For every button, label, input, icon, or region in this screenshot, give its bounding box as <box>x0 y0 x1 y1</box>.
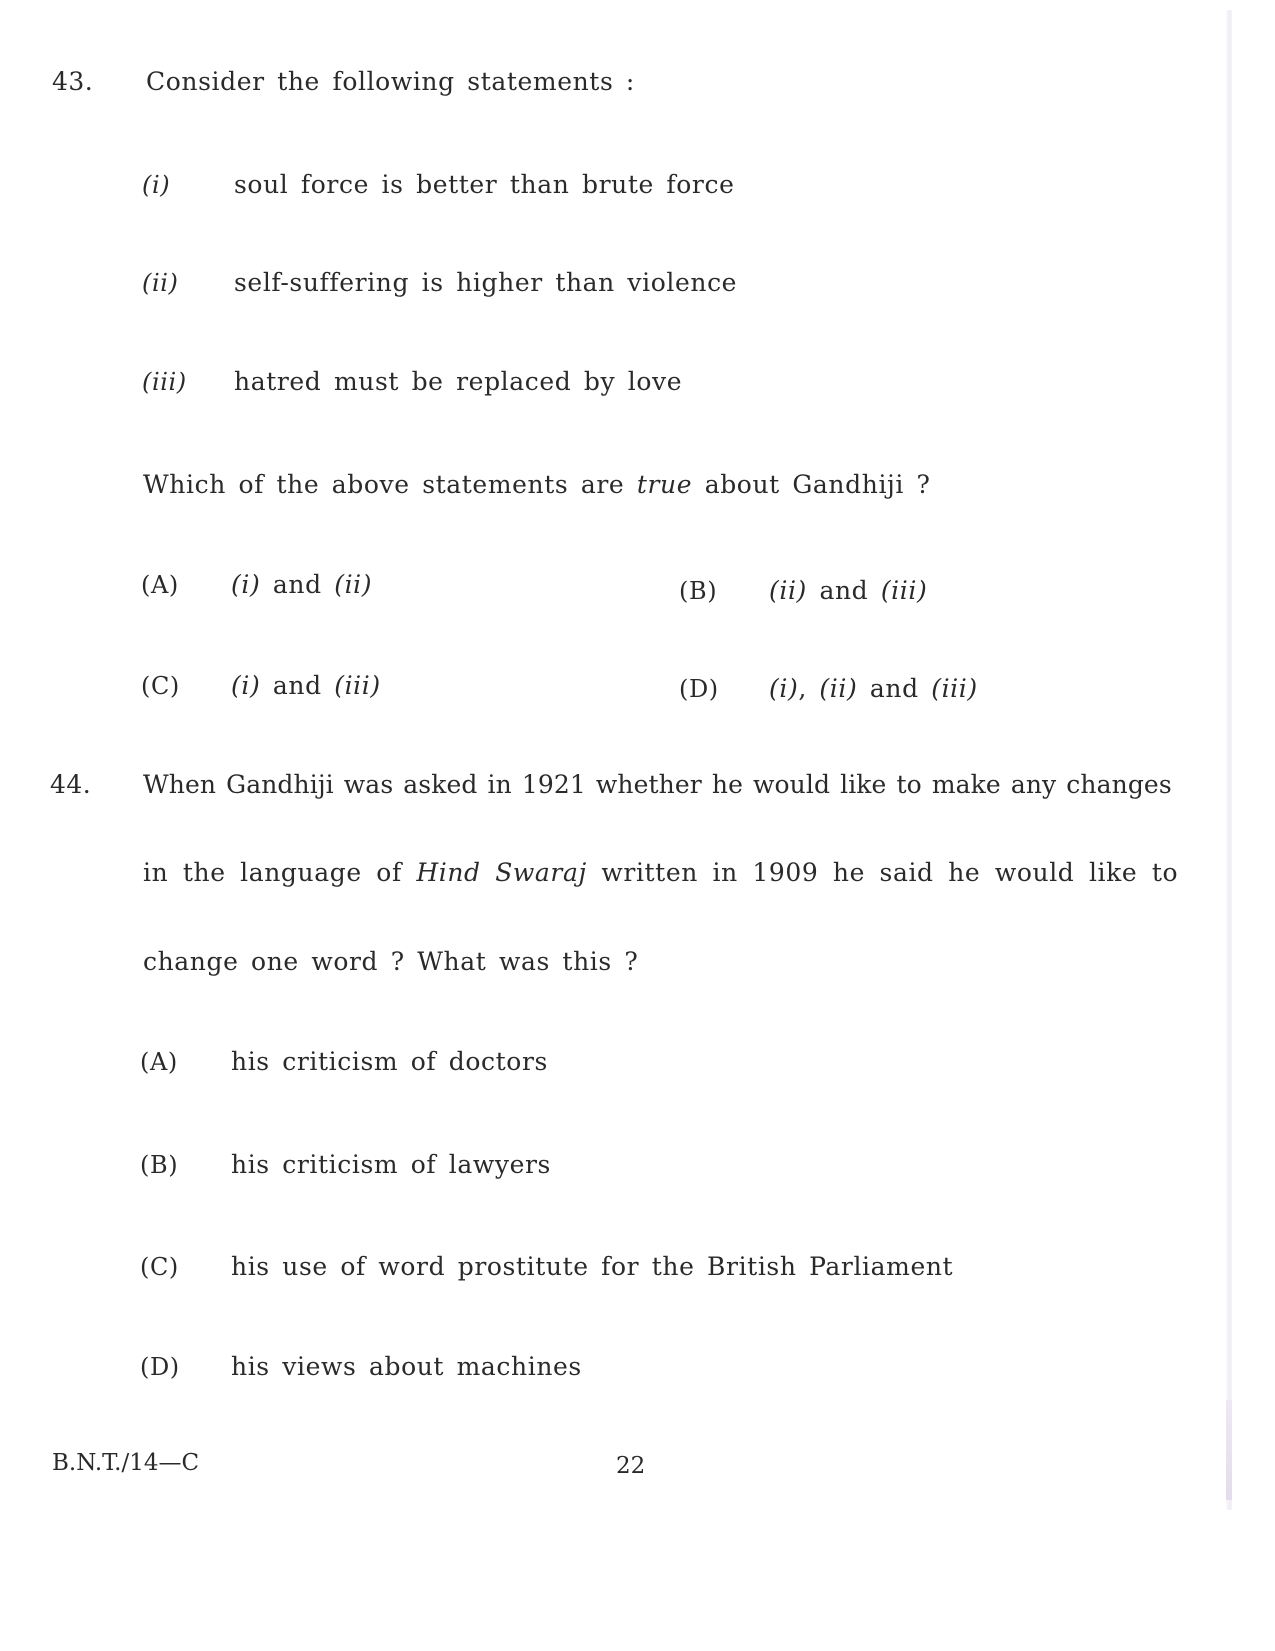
option-letter: (D) <box>679 675 719 703</box>
question-stem-line <box>143 858 1178 888</box>
option-letter: (C) <box>141 672 180 700</box>
scan-page-edge-tint <box>1226 1400 1232 1500</box>
option-text: his criticism of lawyers <box>231 1150 551 1179</box>
roman-ref: (i) <box>231 570 261 599</box>
page-number: 22 <box>616 1453 646 1479</box>
option-text <box>231 671 381 701</box>
connector: and <box>260 671 335 700</box>
statement-text: hatred must be replaced by love <box>234 367 683 396</box>
question-number: 44. <box>50 770 92 799</box>
connector: , <box>798 674 820 703</box>
option-text <box>769 576 927 606</box>
stem-text: in the language of <box>143 858 417 887</box>
prompt-emphasis: true <box>636 470 693 499</box>
question-stem-line: change one word ? What was this ? <box>143 947 639 976</box>
roman-ref: (iii) <box>880 576 928 605</box>
roman-ref: (ii) <box>334 570 373 599</box>
roman-ref: (ii) <box>819 674 858 703</box>
book-title: Hind Swaraj <box>416 858 587 887</box>
question-number: 43. <box>52 67 94 96</box>
question-stem: Consider the following statements : <box>146 67 635 96</box>
statement-label: (iii) <box>142 368 187 396</box>
connector: and <box>806 576 881 605</box>
connector: and <box>260 570 335 599</box>
roman-ref: (iii) <box>931 674 978 703</box>
roman-ref: (i) <box>231 671 261 700</box>
statement-text: self-suffering is higher than violence <box>234 268 738 297</box>
question-stem-line: When Gandhiji was asked in 1921 whether he would like to make any changes <box>143 770 1172 799</box>
option-text <box>231 570 372 600</box>
roman-ref: (i) <box>769 674 799 703</box>
option-text: his criticism of doctors <box>231 1047 548 1076</box>
roman-ref: (ii) <box>769 576 807 605</box>
prompt-text: Which of the above statements are <box>143 470 637 499</box>
scan-page-edge <box>1226 10 1232 1510</box>
prompt-text: about Gandhiji ? <box>692 470 931 499</box>
option-text <box>769 674 978 704</box>
option-text: his use of word prostitute for the British Parliament <box>231 1252 954 1281</box>
option-letter: (D) <box>140 1353 180 1381</box>
option-letter: (C) <box>140 1253 179 1281</box>
question-prompt <box>143 470 931 500</box>
stem-text: written in 1909 he said he would like to <box>586 858 1179 887</box>
statement-text: soul force is better than brute force <box>234 170 735 199</box>
option-letter: (B) <box>140 1151 179 1179</box>
statement-label: (ii) <box>142 269 179 297</box>
option-letter: (B) <box>679 577 718 605</box>
option-letter: (A) <box>140 1048 178 1076</box>
roman-ref: (iii) <box>334 671 381 700</box>
booklet-code: B.N.T./14—C <box>52 1450 200 1476</box>
option-text: his views about machines <box>231 1352 582 1381</box>
statement-label: (i) <box>142 171 171 199</box>
connector: and <box>857 674 932 703</box>
option-letter: (A) <box>141 571 179 599</box>
